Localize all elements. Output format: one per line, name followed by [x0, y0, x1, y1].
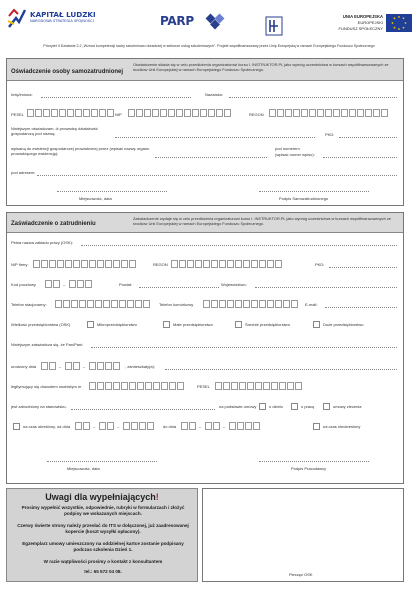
imie-label: Imię/imiona: [11, 92, 33, 97]
parp-icon [205, 13, 227, 31]
woj-label: Województwo: [221, 282, 247, 287]
do-dash-1: – [199, 424, 202, 429]
miejscowosc1-line[interactable] [57, 191, 167, 192]
podpis1-line[interactable] [259, 191, 369, 192]
pesel-label: PESEL [11, 112, 24, 117]
od-dash-1: – [93, 424, 96, 429]
miejscowosc2-line[interactable] [47, 461, 157, 462]
od-cells-d[interactable] [75, 422, 90, 430]
legitymujacy-label: legitymujący się dowodem osobistym nr [11, 384, 82, 389]
notice-p5: tel.: 65 572 04 08. [84, 569, 122, 574]
prace-checkbox[interactable] [291, 403, 298, 410]
dzielo-label: o dzieło [269, 404, 283, 409]
pesel2-cells[interactable] [215, 382, 302, 390]
osoba-field[interactable] [91, 347, 397, 348]
niniejszym-label: Niniejszym zaświadcza się, że Pan/Pani: [11, 342, 84, 347]
email-field[interactable] [325, 307, 397, 308]
male-checkbox[interactable] [163, 321, 170, 328]
kod-cells-1[interactable] [45, 280, 60, 288]
section2-desc: Zaświadczenie wydaje się w celu przedłożenia organizatorowi kursu I. INSTRUKTOR.PL jako wymóg uczestnictwa w kursach współfinansowanych ze środków Unii Europejskiej w ramach Europejskiego Funduszu Społecznego. [133, 216, 391, 226]
notice-p1: Prosimy wypełnić wszystkie, odpowiednie, rubryki w formularzach i złożyć podpisy we wskazanych miejscach. [21, 505, 185, 516]
pkd-field[interactable] [339, 137, 397, 138]
od-cells-m[interactable] [99, 422, 114, 430]
parp-text: PARP [160, 14, 194, 28]
ewidencja-label: wpisaną do ewidencji gospodarczej prowadzonej przez (wpisać nazwę organu prowadzącego ewidencję): [11, 146, 150, 156]
pesel2-label: PESEL [197, 384, 210, 389]
regon-label: REGON [249, 112, 264, 117]
kl-title: KAPITAŁ LUDZKI [30, 10, 96, 19]
nip-firmy-label: NIP firmy: [11, 262, 29, 267]
powiat-field[interactable] [139, 287, 219, 288]
section1-title: Oświadczenie osoby samozatrudnionej [11, 69, 124, 75]
ur-dash-1: – [59, 364, 62, 369]
oswiadczenie-label: Niniejszym oświadczam, iż prowadzę działalność gospodarczą pod nazwą: [11, 126, 98, 136]
numer-label: pod numerem [275, 146, 300, 151]
kapital-ludzki-icon [6, 6, 28, 30]
section-self-employed [6, 58, 404, 206]
notice-p3: Egzemplarz umowy umieszczony na oddzielnej kartce zostanie podpisany podczas szkolenia Dzień 1. [22, 541, 184, 552]
notice-box [6, 488, 198, 582]
kl-subtitle: NARODOWA STRATEGIA SPÓJNOŚCI [30, 19, 94, 23]
pelna-nazwa-label: Pełna nazwa zakładu pracy (OSK): [11, 240, 74, 245]
imie-field[interactable] [41, 97, 191, 98]
stamp-box[interactable] [202, 488, 404, 582]
do-cells-m[interactable] [205, 422, 220, 430]
woj-field[interactable] [255, 287, 397, 288]
zatrudniony-label: jest zatrudniony na stanowisku: [11, 404, 67, 409]
pkd2-label: PKD: [315, 262, 325, 267]
zlecenia-label: umowy zlecenia [333, 404, 362, 409]
tel-label: Telefon stacjonarny: [11, 302, 47, 307]
section2-title: Zaświadczenie o zatrudnieniu [11, 221, 96, 227]
nip-cells[interactable] [128, 109, 231, 117]
kom-cells[interactable] [203, 300, 298, 308]
regon2-cells[interactable] [171, 260, 282, 268]
eu-l2: EUROPEJSKI [357, 20, 383, 25]
adres-label: pod adresem: [11, 170, 36, 175]
urodzony-label: urodzony dnia [11, 364, 37, 369]
adres-field[interactable] [37, 175, 397, 176]
notice-title: Uwagi dla wypełniających [45, 492, 156, 502]
nazwisko-field[interactable] [229, 97, 397, 98]
do-label: do dnia [163, 424, 177, 429]
wielkosc-label: Wielkość przedsiębiorstwa (OSK) [11, 322, 71, 327]
od-cells-y[interactable] [123, 422, 154, 430]
dzielo-checkbox[interactable] [259, 403, 266, 410]
section1-desc: Oświadczenie składa się w celu przedłożenia organizatorowi kursu I. INSTRUKTOR.PL jako wymóg uczestnictwa w kursach współfinansowanych ze środków Unii Europejskiej w ramach Europejskiego Funduszu Społecznego. [133, 62, 389, 72]
nieokreslony-label: na czas nieokreślony [323, 424, 361, 429]
miejscowosc1-label: Miejscowość, data [79, 196, 112, 201]
do-cells-y[interactable] [229, 422, 260, 430]
pelna-nazwa-field[interactable] [81, 245, 397, 246]
zlecenia-checkbox[interactable] [323, 403, 330, 410]
zamieszkaly-field[interactable] [165, 369, 397, 370]
numer-field[interactable] [323, 157, 397, 158]
kod-label: Kod pocztowy [11, 282, 36, 287]
logo-eu [327, 12, 413, 40]
srednie-label: Średnie przedsiębiorstwo [245, 322, 290, 327]
nieokreslony-checkbox[interactable] [313, 423, 320, 430]
notice-p2: Czerwy świerte strony należy przesłać do ITS w dołączonej, już zaadresowanej kopercie (koszt wysyłki opłacony). [17, 523, 189, 534]
notice-title-wrap [7, 492, 197, 502]
eu-l3: FUNDUSZ SPOŁECZNY [338, 26, 383, 31]
od-dash-2: – [117, 424, 120, 429]
section-employment [6, 212, 404, 484]
email-label: E-mail: [305, 302, 318, 307]
firma-field[interactable] [115, 137, 315, 138]
logo-parp [160, 14, 230, 38]
nip-label: NIP [115, 112, 122, 117]
pesel-cells[interactable] [27, 109, 114, 117]
podpis1-label: Podpis Samozatrudnionego [279, 196, 329, 201]
podpis2-label: Podpis Pracodawcy [291, 466, 327, 471]
okreslony-label: na czas określony, od dnia [23, 424, 71, 429]
zamieszkaly-label: , zamieszkały(a): [125, 364, 156, 369]
numer-sub-label: (wpisać numer wpisu): [275, 152, 315, 157]
pkd2-field[interactable] [329, 267, 397, 268]
ewidencja-field[interactable] [155, 157, 267, 158]
duze-checkbox[interactable] [313, 321, 320, 328]
dowod-cells[interactable] [89, 382, 184, 390]
podstawie-label: na podstawie umowy [219, 404, 257, 409]
male-label: Małe przedsiębiorstwo [173, 322, 213, 327]
urodzony-cells-y[interactable] [89, 362, 120, 370]
stanowisko-field[interactable] [71, 409, 215, 410]
its-logo-icon [265, 16, 283, 36]
stamp-label: Pieczęć OSK [289, 572, 313, 577]
logo-kapital-ludzki [6, 6, 96, 32]
okreslony-checkbox[interactable] [13, 423, 20, 430]
eu-l1: UNIA EUROPEJSKA [342, 14, 383, 19]
tel-cells[interactable] [55, 300, 150, 308]
notice-title-mark: ! [155, 492, 159, 502]
ur-dash-2: – [83, 364, 86, 369]
mikro-label: Mikroprzedsiębiorstwo [97, 322, 137, 327]
prace-label: o pracę [301, 404, 315, 409]
regon-cells[interactable] [269, 109, 388, 117]
podpis2-line[interactable] [259, 461, 369, 462]
kod-cells-2[interactable] [69, 280, 92, 288]
project-line: Priorytet II Działanie 2.2 „Wzrost kompetencji kadry szkoleniowo doradczej w sektorze usług szkoleniowych”. Projekt współfinansowany przez Unię Europejską w ramach Europejskiego Funduszu Społecznego [43, 44, 375, 48]
nip-firmy-cells[interactable] [33, 260, 136, 268]
mikro-checkbox[interactable] [87, 321, 94, 328]
kom-label: Telefon komórkowy [159, 302, 194, 307]
pkd-label: PKD: [325, 132, 335, 137]
urodzony-cells-m[interactable] [65, 362, 80, 370]
do-cells-d[interactable] [181, 422, 196, 430]
nazwisko-label: Nazwisko: [205, 92, 224, 97]
notice-p4: W razie wątpliwości prosimy o kontakt z konsultantem [43, 559, 163, 564]
regon2-label: REGON [153, 262, 168, 267]
duze-label: Duże przedsiębiorstwo [323, 322, 364, 327]
urodzony-cells-d[interactable] [41, 362, 56, 370]
miejscowosc2-label: Miejscowość, data [67, 466, 100, 471]
powiat-label: Powiat: [119, 282, 133, 287]
do-dash-2: – [223, 424, 226, 429]
eu-flag-icon [386, 14, 412, 32]
srednie-checkbox[interactable] [235, 321, 242, 328]
kod-dash: – [63, 282, 66, 287]
